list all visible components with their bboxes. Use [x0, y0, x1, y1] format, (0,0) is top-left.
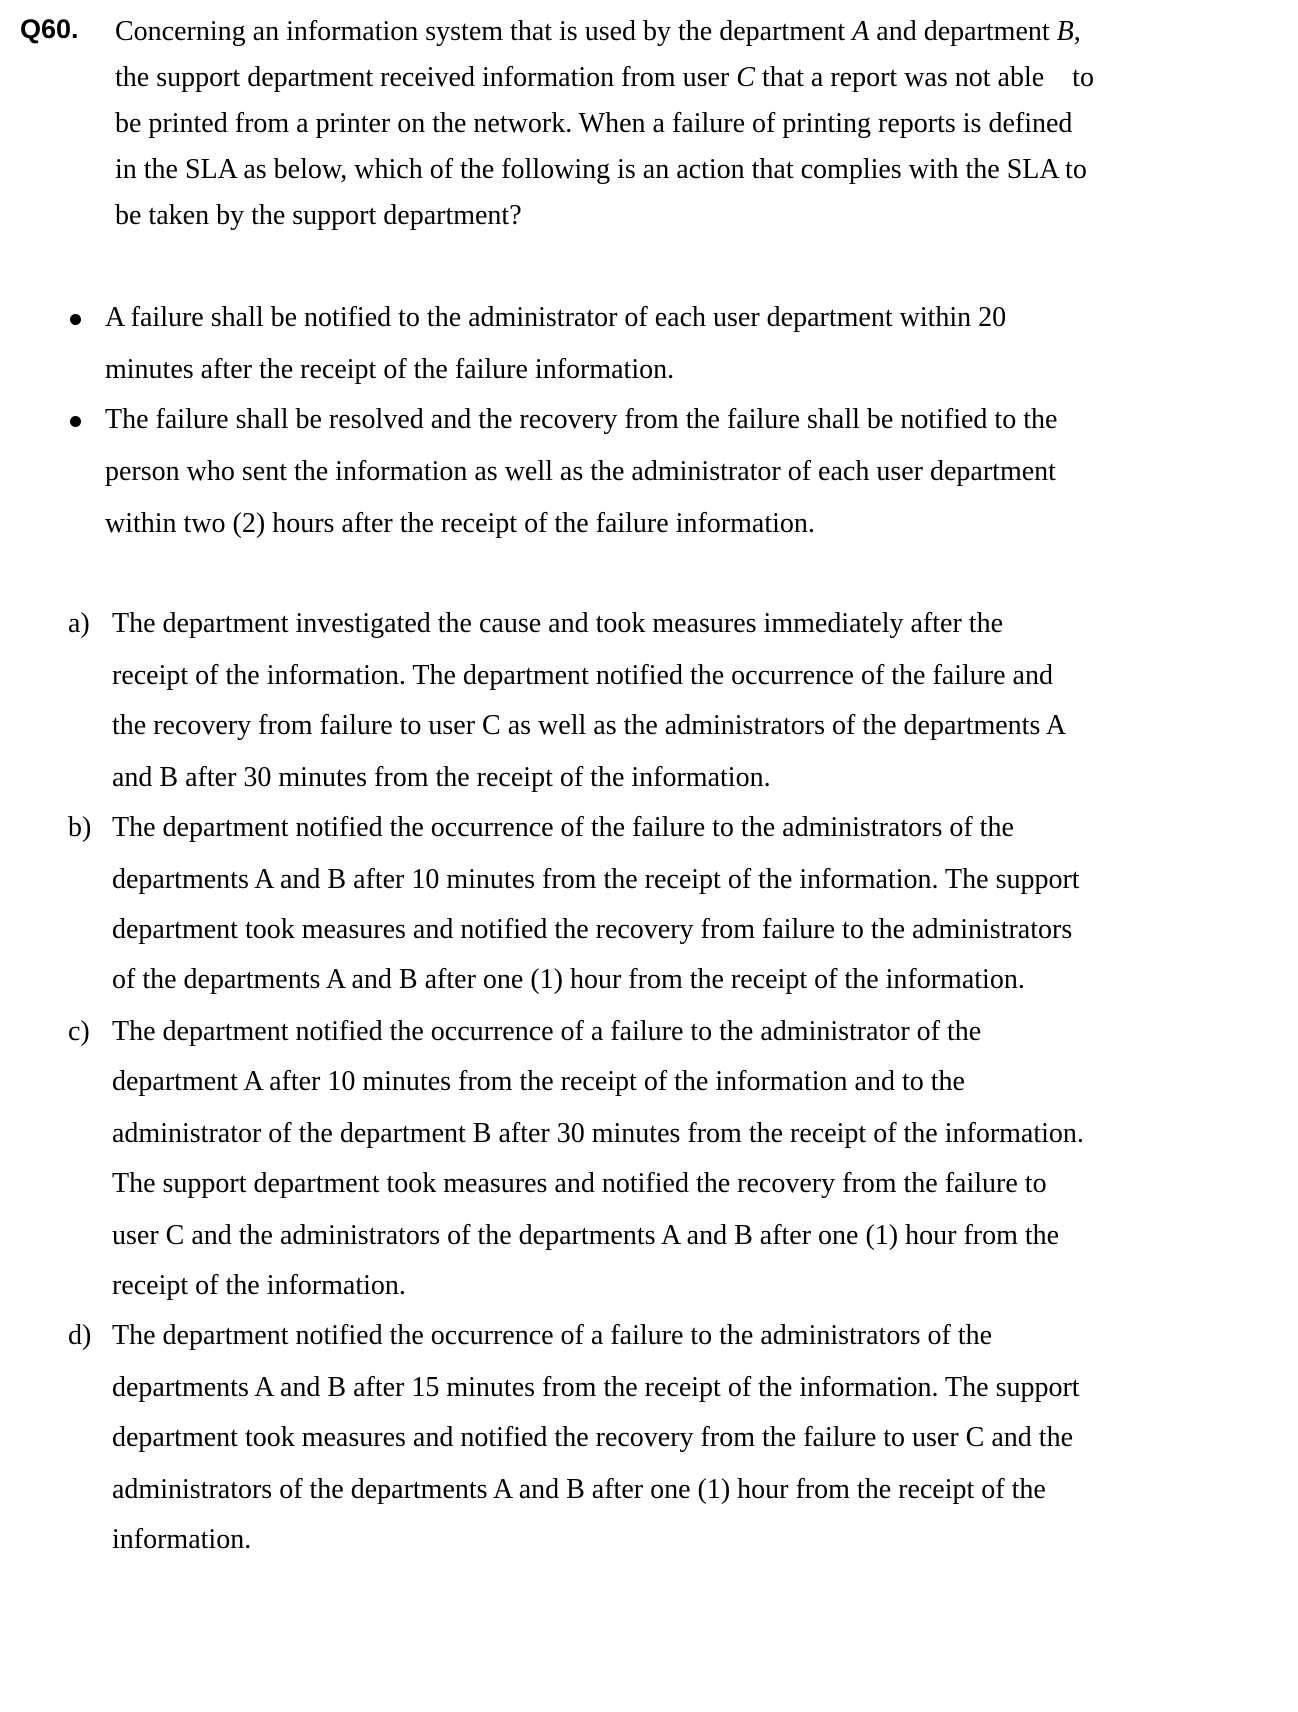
- sla-line: within two (2) hours after the receipt of the failure information.: [105, 508, 815, 539]
- option-label: b): [68, 812, 92, 843]
- option-line: administrator of the department B after 30 minutes from the receipt of the information.: [112, 1118, 1084, 1149]
- option-line: information.: [112, 1524, 252, 1555]
- stem-line-5: be taken by the support department?: [115, 200, 522, 231]
- option-line: The support department took measures and notified the recovery from the failure to: [112, 1168, 1047, 1199]
- option-line: The department notified the occurrence of a failure to the administrator of the: [112, 1016, 982, 1047]
- option-line: The department investigated the cause and took measures immediately after the: [112, 608, 1003, 639]
- option-line: department took measures and notified the recovery from failure to the administrators: [112, 914, 1073, 945]
- option-line: department A after 10 minutes from the receipt of the information and to the: [112, 1066, 965, 1097]
- sla-line: person who sent the information as well as the administrator of each user department: [105, 456, 1056, 487]
- option-label: d): [68, 1320, 92, 1351]
- stem-line-1: Concerning an information system that is used by the department A and department B,: [115, 16, 1081, 47]
- stem-line-2: the support department received information from user C that a report was not able to: [115, 62, 1094, 93]
- bullet-icon: [70, 416, 81, 427]
- option-line: receipt of the information.: [112, 1270, 406, 1301]
- option-line: user C and the administrators of the departments A and B after one (1) hour from the: [112, 1220, 1060, 1251]
- option-label: a): [68, 608, 90, 639]
- sla-line: A failure shall be notified to the administrator of each user department within 20: [105, 302, 1007, 333]
- option-line: the recovery from failure to user C as well as the administrators of the departments A: [112, 710, 1067, 741]
- option-line: The department notified the occurrence of a failure to the administrators of the: [112, 1320, 993, 1351]
- option-label: c): [68, 1016, 90, 1047]
- sla-line: minutes after the receipt of the failure information.: [105, 354, 675, 385]
- option-line: receipt of the information. The department notified the occurrence of the failure and: [112, 660, 1053, 691]
- question-number: Q60.: [20, 14, 79, 44]
- stem-line-3: be printed from a printer on the network. When a failure of printing reports is defined: [115, 108, 1073, 139]
- option-line: departments A and B after 15 minutes from the receipt of the information. The support: [112, 1372, 1080, 1403]
- sla-line: The failure shall be resolved and the recovery from the failure shall be notified to the: [105, 404, 1058, 435]
- bullet-icon: [70, 314, 81, 325]
- option-line: administrators of the departments A and B after one (1) hour from the receipt of the: [112, 1474, 1046, 1505]
- stem-line-4: in the SLA as below, which of the following is an action that complies with the SLA to: [115, 154, 1087, 185]
- option-line: department took measures and notified the recovery from the failure to user C and the: [112, 1422, 1073, 1453]
- option-line: and B after 30 minutes from the receipt of the information.: [112, 762, 771, 793]
- option-line: The department notified the occurrence of the failure to the administrators of the: [112, 812, 1014, 843]
- option-line: of the departments A and B after one (1) hour from the receipt of the information.: [112, 964, 1025, 995]
- option-line: departments A and B after 10 minutes from the receipt of the information. The support: [112, 864, 1080, 895]
